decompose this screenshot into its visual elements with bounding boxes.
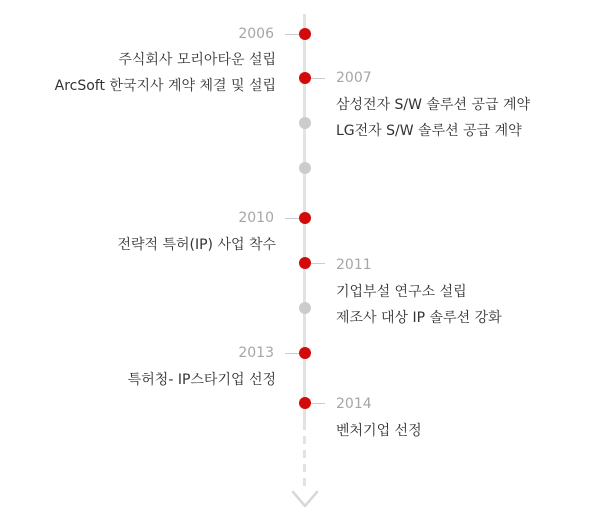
year-label-2010: 2010 [238,210,274,226]
timeline-minor-dot [299,117,311,129]
event-2006-1: 주식회사 모리아타운 설립 [118,52,276,68]
timeline-minor-dot [299,162,311,174]
year-label-2007: 2007 [336,70,372,86]
event-2013-1: 특허청- IP스타기업 선정 [127,372,276,388]
event-2007-1: 삼성전자 S/W 솔루션 공급 계약 [336,97,531,113]
year-tick-2007 [311,78,325,79]
year-tick-2011 [311,263,325,264]
year-label-2011: 2011 [336,257,372,273]
year-tick-2013 [285,353,299,354]
year-label-2013: 2013 [238,345,274,361]
timeline-dot-2006 [299,28,311,40]
timeline-dot-2014 [299,397,311,409]
event-2011-1: 기업부설 연구소 설립 [336,284,467,300]
event-2006-2: ArcSoft 한국지사 계약 체결 및 설립 [54,78,276,94]
timeline-dot-2007 [299,72,311,84]
year-label-2006: 2006 [238,26,274,42]
timeline-dot-2010 [299,212,311,224]
year-label-2014: 2014 [336,396,372,412]
event-2007-2: LG전자 S/W 솔루션 공급 계약 [336,123,522,139]
year-tick-2010 [285,218,299,219]
year-tick-2006 [285,34,299,35]
event-2014-1: 벤처기업 선정 [336,423,422,439]
timeline-axis-continuation [303,436,306,488]
arrow-down-icon [290,488,320,510]
year-tick-2014 [311,403,325,404]
timeline-minor-dot [299,302,311,314]
timeline-dot-2011 [299,257,311,269]
timeline-dot-2013 [299,347,311,359]
event-2011-2: 제조사 대상 IP 솔루션 강화 [336,310,502,326]
event-2010-1: 전략적 특허(IP) 사업 착수 [117,237,276,253]
